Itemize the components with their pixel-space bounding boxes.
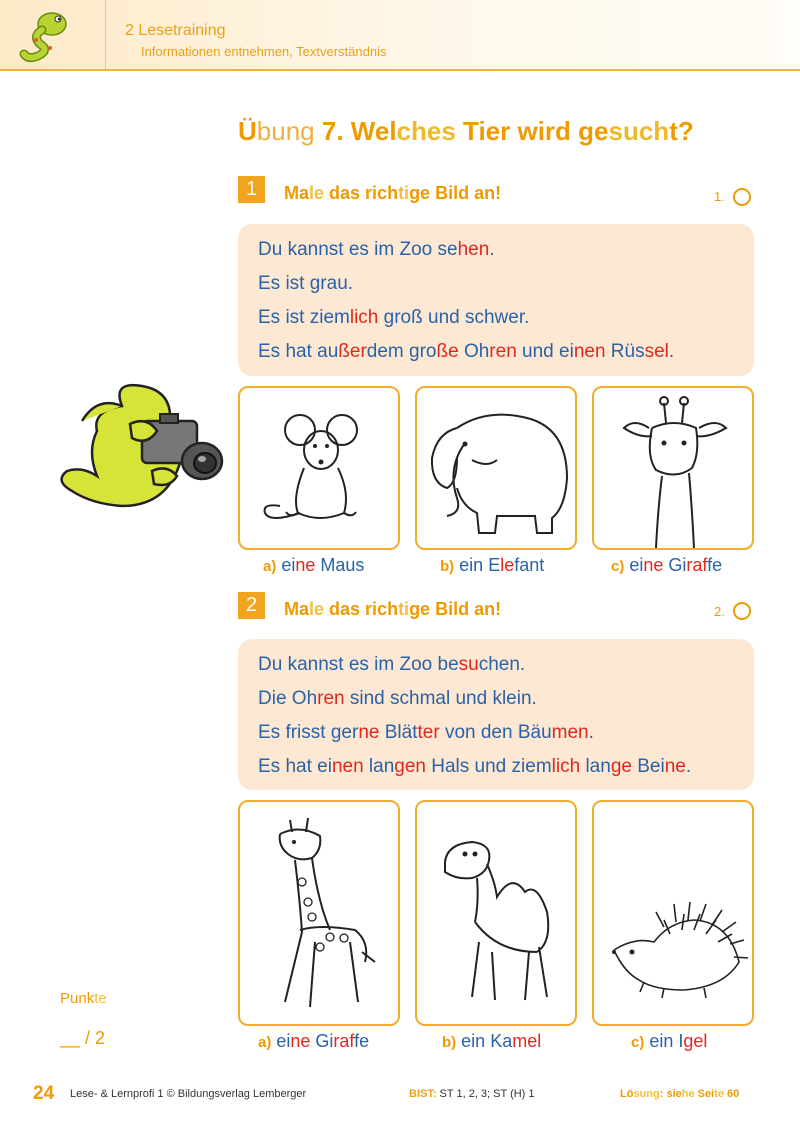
camel-icon — [417, 802, 575, 1024]
bist-note: BIST: ST 1, 2, 3; ST (H) 1 — [409, 1088, 535, 1100]
task-instruction-2: Male das richtige Bild an! — [284, 599, 502, 619]
giraffe-picture-card[interactable] — [592, 386, 754, 550]
text-box-2 — [238, 639, 754, 790]
mouse-icon — [240, 388, 398, 548]
text-line: Es hat außerdem große Ohren und einen Rüssel. — [258, 341, 675, 362]
page-header — [0, 0, 800, 70]
option-1b: b) ein Elefant — [440, 555, 545, 575]
text-line: Du kannst es im Zoo besuchen. — [258, 654, 526, 675]
exercise-title: Übung 7. Welches Tier wird gesucht? — [238, 116, 694, 146]
chapter-title: 2 Lesetraining — [125, 22, 226, 39]
elephant-picture-card[interactable] — [415, 386, 577, 550]
hedgehog-picture-card[interactable] — [592, 800, 754, 1026]
option-2a: a) eine Giraffe — [258, 1031, 370, 1051]
points-checkbox-2[interactable] — [733, 602, 751, 620]
points-score: __ / 2 — [60, 1028, 106, 1048]
points-label-1: 1. — [714, 189, 725, 204]
giraffe-full-icon — [240, 802, 398, 1024]
header-divider — [105, 0, 106, 69]
mouse-picture-card[interactable] — [238, 386, 400, 550]
text-line: Du kannst es im Zoo sehen. — [258, 239, 495, 260]
points-label: Punkte — [60, 990, 107, 1007]
giraffe-icon — [594, 388, 752, 548]
camel-picture-card[interactable] — [415, 800, 577, 1026]
solution-note: Lösung: siehe Seite 60 — [620, 1088, 740, 1100]
points-checkbox-1[interactable] — [733, 188, 751, 206]
hedgehog-icon — [594, 802, 752, 1024]
task-instruction-1: Male das richtige Bild an! — [284, 183, 502, 203]
mascot-camera-icon — [52, 376, 227, 516]
elephant-icon — [417, 388, 575, 548]
giraffe-full-picture-card[interactable] — [238, 800, 400, 1026]
task-number-1: 1 — [238, 176, 265, 203]
text-line: Es hat einen langen Hals und ziemlich lange Beine. — [258, 756, 692, 777]
dragon-logo-icon — [14, 4, 80, 64]
option-1c: c) eine Giraffe — [611, 555, 723, 575]
text-box-1 — [238, 224, 754, 376]
chapter-subtitle: Informationen entnehmen, Textverständnis — [141, 44, 387, 59]
header-rule — [0, 69, 800, 71]
option-2c: c) ein Igel — [631, 1031, 708, 1051]
publisher-note: Lese- & Lernprofi 1 © Bildungsverlag Lemberger — [70, 1088, 307, 1100]
text-line: Es frisst gerne Blätter von den Bäumen. — [258, 722, 594, 743]
text-line: Es ist ziemlich groß und schwer. — [258, 307, 530, 328]
points-label-2: 2. — [714, 604, 725, 619]
text-line: Es ist grau. — [258, 273, 354, 294]
option-1a: a) eine Maus — [263, 555, 365, 575]
text-line: Die Ohren sind schmal und klein. — [258, 688, 537, 709]
page-number: 24 — [33, 1083, 55, 1104]
task-number-2: 2 — [238, 592, 265, 619]
option-2b: b) ein Kamel — [442, 1031, 542, 1051]
